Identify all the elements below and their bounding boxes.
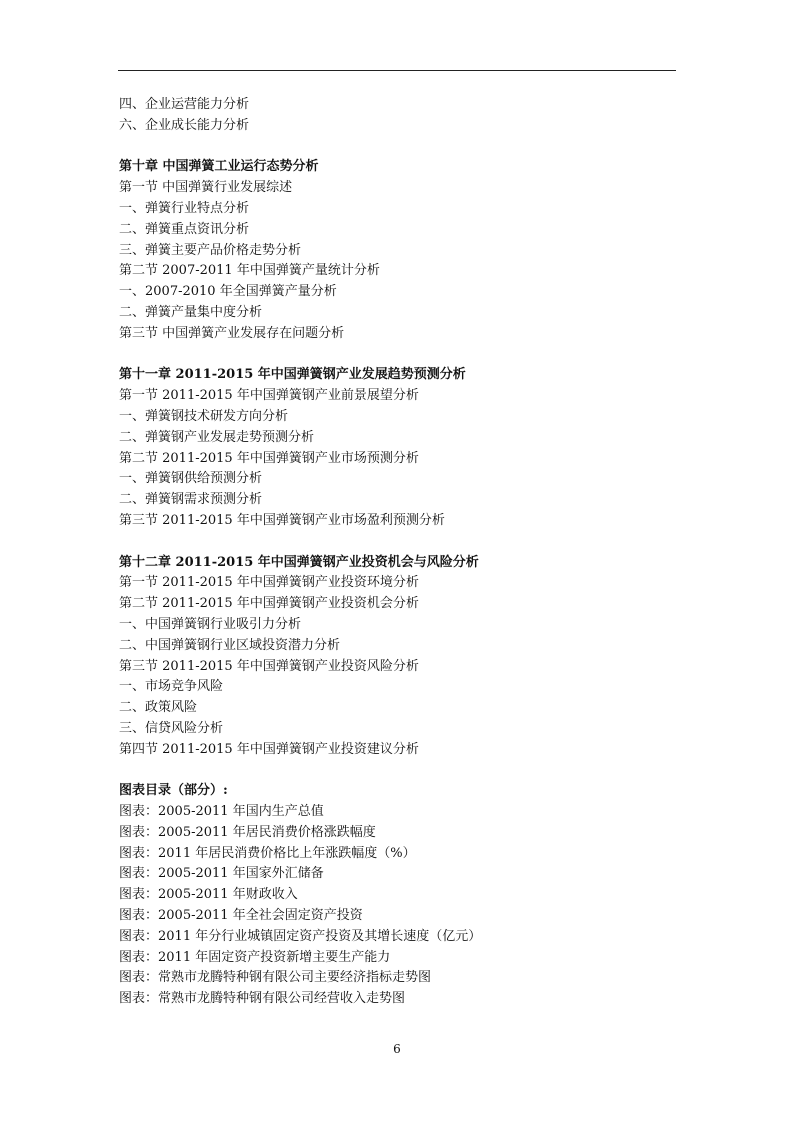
toc-line: 一、市场竞争风险 — [119, 679, 224, 695]
spacer — [119, 137, 679, 158]
toc-line: 第一节 2011-2015 年中国弹簧钢产业投资环境分析 — [119, 575, 419, 591]
toc-line: 一、2007-2010 年全国弹簧产量分析 — [119, 284, 337, 300]
chapter-heading: 第十一章 2011-2015 年中国弹簧钢产业发展趋势预测分析 — [119, 367, 466, 383]
toc-line: 一、中国弹簧钢行业吸引力分析 — [119, 616, 302, 632]
toc-line: 二、弹簧钢需求预测分析 — [119, 492, 263, 508]
toc-line: 第三节 2011-2015 年中国弹簧钢产业市场盈利预测分析 — [119, 512, 445, 528]
toc-line: 六、企业成长能力分析 — [119, 117, 250, 133]
toc-line: 第二节 2011-2015 年中国弹簧钢产业投资机会分析 — [119, 596, 419, 612]
chapter-heading: 第十二章 2011-2015 年中国弹簧钢产业投资机会与风险分析 — [119, 554, 479, 570]
toc-line: 第四节 2011-2015 年中国弹簧钢产业投资建议分析 — [119, 741, 419, 757]
document-body — [119, 95, 679, 1010]
spacer — [119, 345, 679, 366]
figure-list-item: 图表：2011 年分行业城镇固定资产投资及其增长速度（亿元） — [119, 928, 482, 944]
spacer — [119, 532, 679, 553]
toc-line: 二、弹簧钢产业发展走势预测分析 — [119, 429, 315, 445]
toc-line: 二、政策风险 — [119, 700, 198, 716]
figure-list-item: 图表：2005-2011 年居民消费价格涨跌幅度 — [119, 824, 376, 840]
toc-line: 第二节 2007-2011 年中国弹簧产量统计分析 — [119, 263, 380, 279]
figure-list-item: 图表：2005-2011 年国内生产总值 — [119, 804, 324, 820]
toc-line: 一、弹簧行业特点分析 — [119, 200, 250, 216]
toc-line: 二、弹簧产量集中度分析 — [119, 304, 263, 320]
toc-line: 第三节 2011-2015 年中国弹簧钢产业投资风险分析 — [119, 658, 419, 674]
toc-line: 三、信贷风险分析 — [119, 720, 224, 736]
toc-line: 三、弹簧主要产品价格走势分析 — [119, 242, 302, 258]
figure-list-item: 图表：常熟市龙腾特种钢有限公司经营收入走势图 — [119, 991, 406, 1007]
toc-line: 四、企业运营能力分析 — [119, 97, 250, 112]
toc-line: 第一节 2011-2015 年中国弹簧钢产业前景展望分析 — [119, 388, 419, 404]
spacer — [119, 761, 679, 782]
page-number: 6 — [393, 1042, 401, 1056]
figure-list-item: 图表：2005-2011 年全社会固定资产投资 — [119, 908, 363, 924]
figure-list-item: 图表：2011 年固定资产投资新增主要生产能力 — [119, 949, 391, 965]
header-rule — [118, 70, 676, 71]
figure-list-item: 图表：2005-2011 年国家外汇储备 — [119, 866, 324, 882]
toc-line: 一、弹簧钢技术研发方向分析 — [119, 408, 289, 424]
chapter-heading: 第十章 中国弹簧工业运行态势分析 — [119, 159, 319, 175]
toc-line: 第一节 中国弹簧行业发展综述 — [119, 180, 293, 196]
toc-line: 第三节 中国弹簧产业发展存在问题分析 — [119, 325, 345, 341]
figure-list-item: 图表：2005-2011 年财政收入 — [119, 887, 298, 903]
toc-line: 二、中国弹簧钢行业区域投资潜力分析 — [119, 637, 341, 653]
figure-list-item: 图表：2011 年居民消费价格比上年涨跌幅度（%） — [119, 845, 416, 861]
toc-line: 二、弹簧重点资讯分析 — [119, 221, 250, 237]
figure-list-item: 图表：常熟市龙腾特种钢有限公司主要经济指标走势图 — [119, 970, 432, 986]
toc-line: 第二节 2011-2015 年中国弹簧钢产业市场预测分析 — [119, 450, 419, 466]
figure-list-heading: 图表目录（部分）: — [119, 783, 228, 799]
toc-line: 一、弹簧钢供给预测分析 — [119, 471, 263, 487]
